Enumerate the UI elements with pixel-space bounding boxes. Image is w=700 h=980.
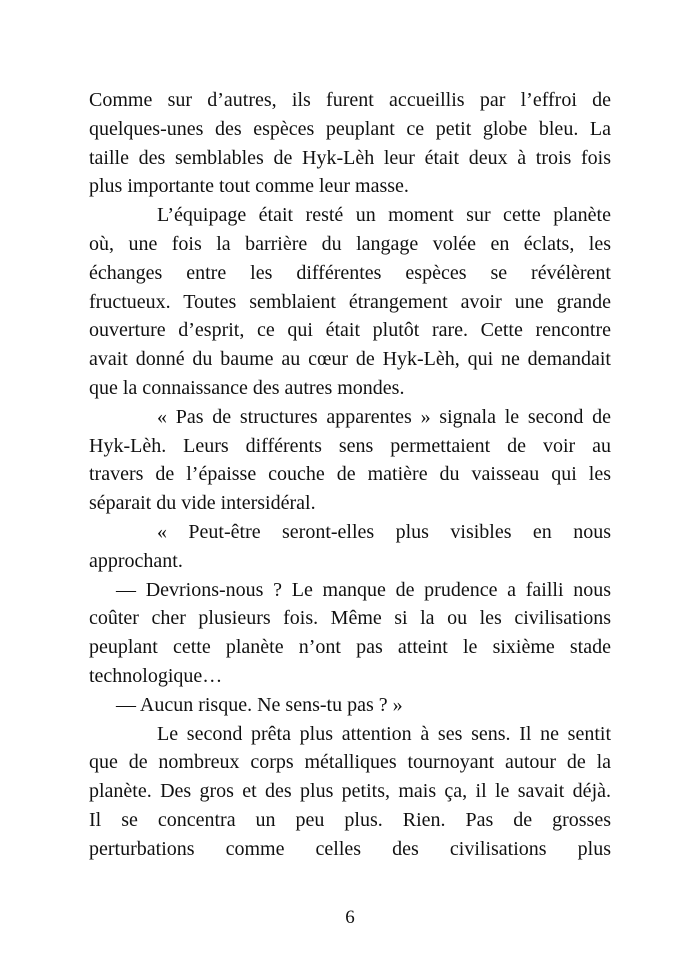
text-line: « Peut-être seront-elles plus visibles en nous bbox=[157, 520, 611, 543]
text-line: fructueux. Toutes semblaient étrangement avoir une grande bbox=[89, 290, 611, 313]
text-line: approchant. bbox=[89, 549, 183, 572]
text-line: quelques-unes des espèces peuplant ce petit globe bleu. La bbox=[89, 117, 611, 140]
text-line: où, une fois la barrière du langage volée en éclats, les bbox=[89, 232, 611, 255]
text-line: Le second prêta plus attention à ses sens. Il ne sentit bbox=[157, 722, 611, 745]
body-text bbox=[89, 86, 611, 864]
text-line: — Aucun risque. Ne sens-tu pas ? » bbox=[116, 693, 403, 716]
text-line: Comme sur d’autres, ils furent accueillis par l’effroi de bbox=[89, 89, 611, 111]
text-line: avait donné du baume au cœur de Hyk-Lèh, qui ne demandait bbox=[89, 348, 611, 371]
text-line: ouverture d’esprit, ce qui était plutôt rare. Cette rencontre bbox=[89, 319, 611, 342]
page-number: 6 bbox=[345, 907, 355, 928]
text-line: plus importante tout comme leur masse. bbox=[89, 175, 409, 198]
text-line: peuplant cette planète n’ont pas atteint le sixième stade bbox=[89, 636, 611, 659]
text-line: que de nombreux corps métalliques tournoyant autour de la bbox=[89, 751, 611, 774]
text-line: « Pas de structures apparentes » signala le second de bbox=[157, 405, 611, 428]
text-line: planète. Des gros et des plus petits, mais ça, il le savait déjà. bbox=[89, 780, 611, 803]
text-line: — Devrions-nous ? Le manque de prudence a failli nous bbox=[116, 578, 611, 601]
text-line: que la connaissance des autres mondes. bbox=[89, 376, 405, 399]
text-line: Hyk-Lèh. Leurs différents sens permettaient de voir au bbox=[89, 434, 611, 457]
text-line: perturbations comme celles des civilisations plus bbox=[89, 837, 611, 860]
text-line: technologique… bbox=[89, 664, 223, 687]
text-line: travers de l’épaisse couche de matière du vaisseau qui les bbox=[89, 463, 611, 486]
text-line: Il se concentra un peu plus. Rien. Pas de grosses bbox=[89, 808, 611, 831]
text-line: L’équipage était resté un moment sur cette planète bbox=[157, 204, 611, 227]
text-line: taille des semblables de Hyk-Lèh leur était deux à trois fois bbox=[89, 146, 611, 169]
text-line: échanges entre les différentes espèces se révélèrent bbox=[89, 261, 611, 284]
text-line: coûter cher plusieurs fois. Même si la ou les civilisations bbox=[89, 607, 611, 630]
text-line: séparait du vide intersidéral. bbox=[89, 492, 316, 515]
